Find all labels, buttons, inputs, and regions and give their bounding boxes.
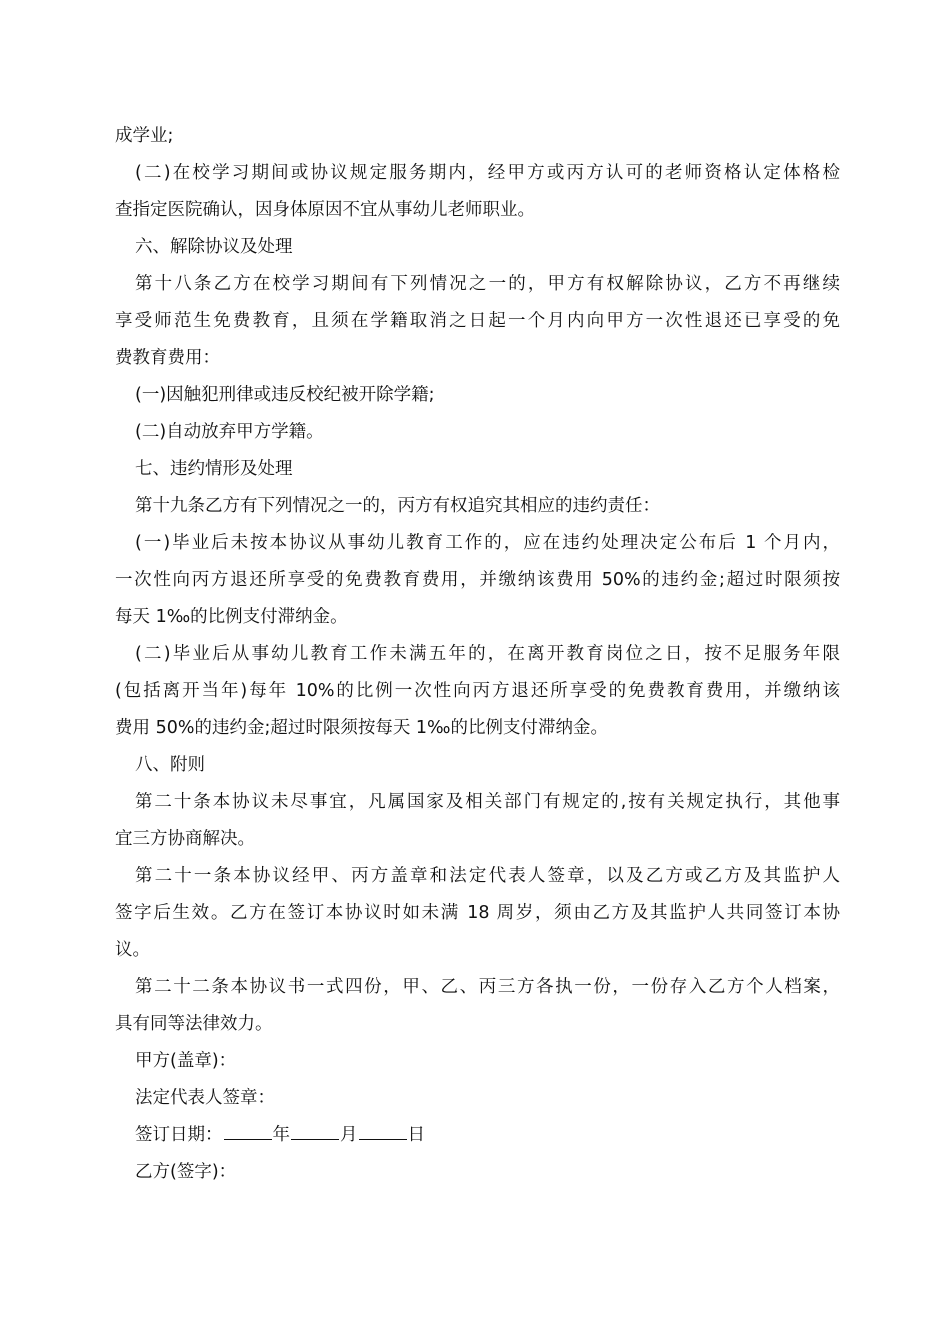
text-line: (二)毕业后从事幼儿教育工作未满五年的，在离开教育岗位之日，按不足服务年限 xyxy=(135,644,840,664)
text-line: 八、附则 xyxy=(135,755,205,775)
text-line: 享受师范生免费教育，且须在学籍取消之日起一个月内向甲方一次性退还已享受的免 xyxy=(115,311,840,331)
day-blank xyxy=(359,1119,407,1140)
text-line: 第二十二条本协议书一式四份，甲、乙、丙三方各执一份，一份存入乙方个人档案， xyxy=(135,977,840,997)
month-blank xyxy=(291,1119,339,1140)
text-line: 宜三方协商解决。 xyxy=(115,829,255,849)
text-line: 第十八条乙方在校学习期间有下列情况之一的，甲方有权解除协议，乙方不再继续 xyxy=(135,274,840,294)
text-line: 第十九条乙方有下列情况之一的，丙方有权追究其相应的违约责任： xyxy=(135,496,660,516)
document-body xyxy=(115,118,840,1117)
text-line: 费用 50%的违约金;超过时限须按每天 1‰的比例支付滞纳金。 xyxy=(115,718,609,738)
day-label: 日 xyxy=(407,1125,425,1145)
text-line: 费教育费用： xyxy=(115,348,220,368)
party-b-signature-line: 乙方(签字)： xyxy=(135,1162,237,1182)
text-line: (包括离开当年)每年 10%的比例一次性向丙方退还所享受的免费教育费用，并缴纳该 xyxy=(115,681,840,701)
text-line: 第二十一条本协议经甲、丙方盖章和法定代表人签章，以及乙方或乙方及其监护人 xyxy=(135,866,840,886)
text-line: (二)自动放弃甲方学籍。 xyxy=(135,422,324,442)
text-line: 查指定医院确认，因身体原因不宜从事幼儿老师职业。 xyxy=(115,200,535,220)
text-line: 甲方(盖章)： xyxy=(135,1051,237,1071)
text-line: 每天 1‰的比例支付滞纳金。 xyxy=(115,607,348,627)
text-line: 签字后生效。乙方在签订本协议时如未满 18 周岁，须由乙方及其监护人共同签订本协 xyxy=(115,903,840,923)
text-line: 成学业; xyxy=(115,126,174,146)
text-line: 议。 xyxy=(115,940,150,960)
year-blank xyxy=(224,1119,272,1140)
text-line: (一)因触犯刑律或违反校纪被开除学籍; xyxy=(135,385,435,405)
signing-date-label: 签订日期： xyxy=(135,1125,223,1145)
text-line: (一)毕业后未按本协议从事幼儿教育工作的，应在违约处理决定公布后 1 个月内， xyxy=(135,533,840,553)
text-line: 具有同等法律效力。 xyxy=(115,1014,273,1034)
signing-date-line xyxy=(115,1117,840,1154)
text-line: 法定代表人签章： xyxy=(135,1088,275,1108)
month-label: 月 xyxy=(340,1125,358,1145)
text-line: 六、解除协议及处理 xyxy=(135,237,293,257)
text-line: 七、违约情形及处理 xyxy=(135,459,293,479)
text-line: 第二十条本协议未尽事宜，凡属国家及相关部门有规定的,按有关规定执行，其他事 xyxy=(135,792,840,812)
document-page xyxy=(115,118,840,1191)
text-line: (二)在校学习期间或协议规定服务期内，经甲方或丙方认可的老师资格认定体格检 xyxy=(135,163,840,183)
text-line: 一次性向丙方退还所享受的免费教育费用，并缴纳该费用 50%的违约金;超过时限须按 xyxy=(115,570,840,590)
year-label: 年 xyxy=(272,1125,290,1145)
